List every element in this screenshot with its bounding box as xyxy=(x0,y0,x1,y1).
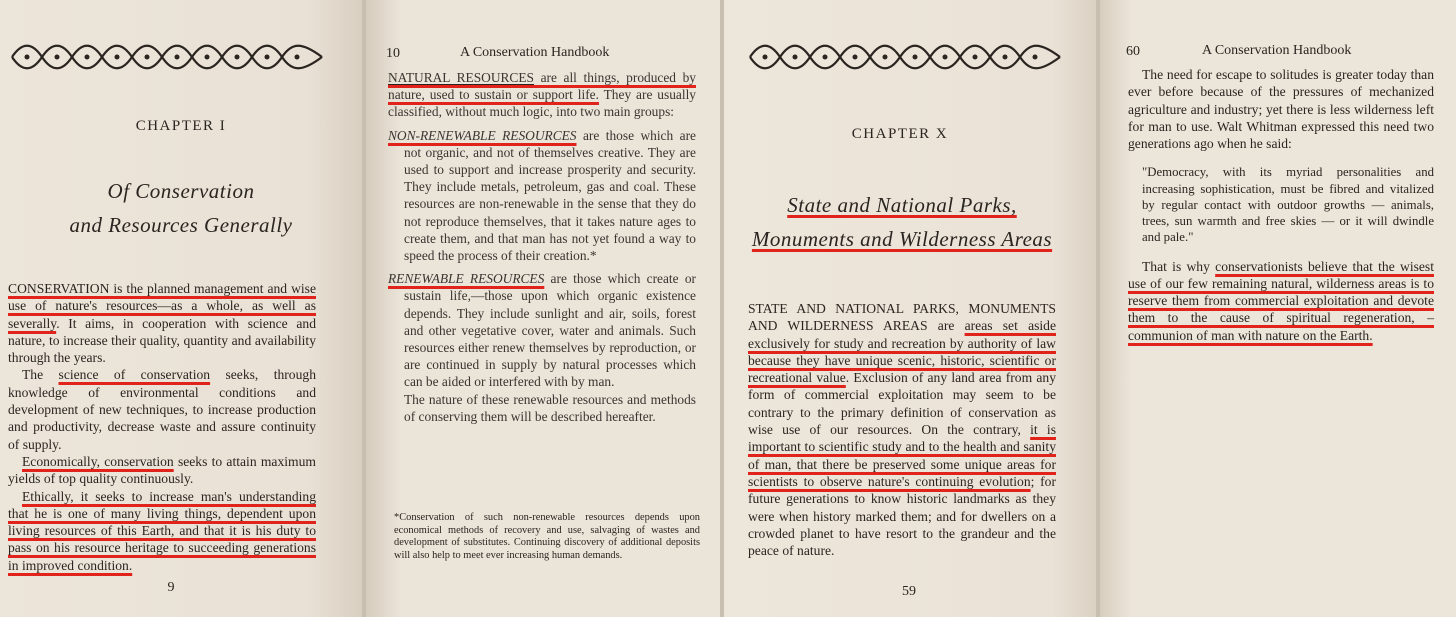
paragraph-text: The nature of these renewable resources and methods of conserving them will be described hereafter. xyxy=(404,391,696,424)
highlight: it is important to scientific study and to the health and sanity of man, that there be preserved some unique areas for scientists to observe nature's continuing evolution xyxy=(748,422,1056,489)
paragraph-text: are those which are not organic, and not of themselves creative. They are used to support and increase prosperity and security. They include metals, petroleum, gas and coal. These resources are non-renewable in the sense that they do not reproduce themselves, that it takes nature ages to create them, and that man has not yet found a way to speed the process of their creation.* xyxy=(404,127,696,264)
paragraph-economically xyxy=(8,453,316,488)
paragraph-text: seeks, through knowledge of environmental conditions and development of new techniques, to increase production and productivity, decrease waste and assure continuity of supply. xyxy=(8,367,316,452)
paragraph-text: STATE AND NATIONAL PARKS, MONUMENTS AND WILDERNESS AREAS are xyxy=(748,301,1056,334)
running-header-number: 10 xyxy=(386,46,400,61)
page-body xyxy=(388,69,696,425)
chapter-title-line2-wrap xyxy=(708,222,1096,256)
running-header-title: A Conservation Handbook xyxy=(460,45,610,60)
paragraph-text: They are usually classified, without much logic, into two main groups: xyxy=(388,87,696,120)
paragraph-text: The need for escape to solitudes is greater today than ever before because of the pressures of mechanized agriculture and industry; yet there is less wilderness left for man to use. Walt Whitman expressed this need two generations ago when he said: xyxy=(1128,67,1434,152)
highlight: CONSERVATION is the planned management and wise use of nature's resources—as a whole, as well as severally xyxy=(8,281,316,331)
book-page-10 xyxy=(366,0,720,617)
paragraph-text: The xyxy=(22,367,59,383)
running-header-number: 60 xyxy=(1126,44,1140,59)
paragraph-text: . Exclusion of any land area from any form of commercial exploitation may seem to be contrary to the primary definition of conservation as wise use of our resources. On the contrary, xyxy=(748,370,1057,438)
highlight: Ethically, it seeks to increase man's understanding that he is one of many living things, dependent upon living resources of this Earth, and that it is his duty to pass on his resource heritage to succeeding generations in improved condition. xyxy=(8,488,316,573)
highlight: science of conservation xyxy=(58,367,211,383)
paragraph-that-is-why xyxy=(1128,258,1434,344)
chapter-body xyxy=(8,280,316,574)
page-body xyxy=(1128,66,1434,344)
paragraph-text: ; for future generations to know historic landmarks as they were when history marked them; and for dwellers on a crowded planet to have resort to the grandeur and the peace of nature. xyxy=(748,473,1056,559)
term: NON-RENEWABLE RESOURCES xyxy=(388,127,577,143)
chapter-title xyxy=(708,188,1096,256)
ornament-border xyxy=(8,40,326,74)
paragraph-renewable xyxy=(388,270,696,390)
chapter-title-line1-wrap xyxy=(708,188,1096,222)
chapter-body xyxy=(748,300,1056,559)
paragraph-natural-resources xyxy=(388,69,696,121)
paragraph-text: That is why xyxy=(1142,258,1216,274)
paragraph-text: are those which create or sustain life,—those upon which organic existence depends. They include sunlight and air, soils, forest and other vegetative cover, water and animals. Such resources either renew themselves by reproduction, or are continued in supply by natural processes which can be aided or interfered with by man. xyxy=(404,271,696,390)
paragraph-ethically xyxy=(8,488,316,574)
page-number: 59 xyxy=(902,584,916,599)
paragraph-science xyxy=(8,366,316,452)
paragraph-parks xyxy=(748,300,1056,559)
paragraph-text: are all things, produced by nature, used to sustain or support life. xyxy=(388,70,696,103)
chapter-title-line1: State and National Parks, xyxy=(787,193,1017,217)
book-page-60 xyxy=(1100,0,1456,617)
book-page-59 xyxy=(724,0,1096,617)
page-number: 9 xyxy=(167,580,175,595)
chapter-title xyxy=(0,174,362,242)
paragraph-text: seeks to attain maximum yields of top quality continuously. xyxy=(8,453,316,487)
chapter-title-line1: Of Conservation xyxy=(107,179,255,203)
paragraph-conservation xyxy=(8,280,316,366)
paragraph-text: . It aims, in cooperation with science and nature, to increase their quality, quantity and availability through the years. xyxy=(8,315,316,366)
term: RENEWABLE RESOURCES xyxy=(388,271,545,287)
paragraph-non-renewable xyxy=(388,127,696,265)
quote-text: "Democracy, with its myriad personalities and increasing sophistication, must be fibred and vitalized by regular contact with outdoor growths — animals, trees, sun warmth and free skies — or it will dwindle and pale." xyxy=(1142,165,1434,245)
chapter-title-line2: Monuments and Wilderness Areas xyxy=(751,227,1053,251)
footnote: *Conservation of such non-renewable resources depends upon economical methods of recovery and use, salvaging of wastes and development of substitutes. Continuing discovery of additional deposits will also help to meet ever increasing human demands. xyxy=(394,512,700,561)
term: NATURAL RESOURCES xyxy=(388,70,534,85)
highlight: Economically, conservation xyxy=(22,453,174,469)
running-header-title: A Conservation Handbook xyxy=(1202,43,1352,58)
paragraph-closing xyxy=(388,391,696,425)
paragraph-escape xyxy=(1128,66,1434,152)
chapter-heading: CHAPTER X xyxy=(851,126,949,142)
highlight: conservationists believe that the wisest use of our few remaining natural, wilderness areas is to reserve them from commercial exploitation and devote them to the cause of spiritual regeneration, – communion of man with nature on the Earth. xyxy=(1128,258,1434,343)
highlight: areas set aside exclusively for study and recreation by authority of law because they have unique scenic, historic, scientific or recreational value xyxy=(748,318,1057,386)
ornament-border xyxy=(746,40,1064,74)
chapter-title-line2: and Resources Generally xyxy=(69,213,293,237)
chapter-heading: CHAPTER I xyxy=(135,118,227,134)
book-page-9 xyxy=(0,0,362,617)
whitman-quote xyxy=(1142,164,1434,245)
